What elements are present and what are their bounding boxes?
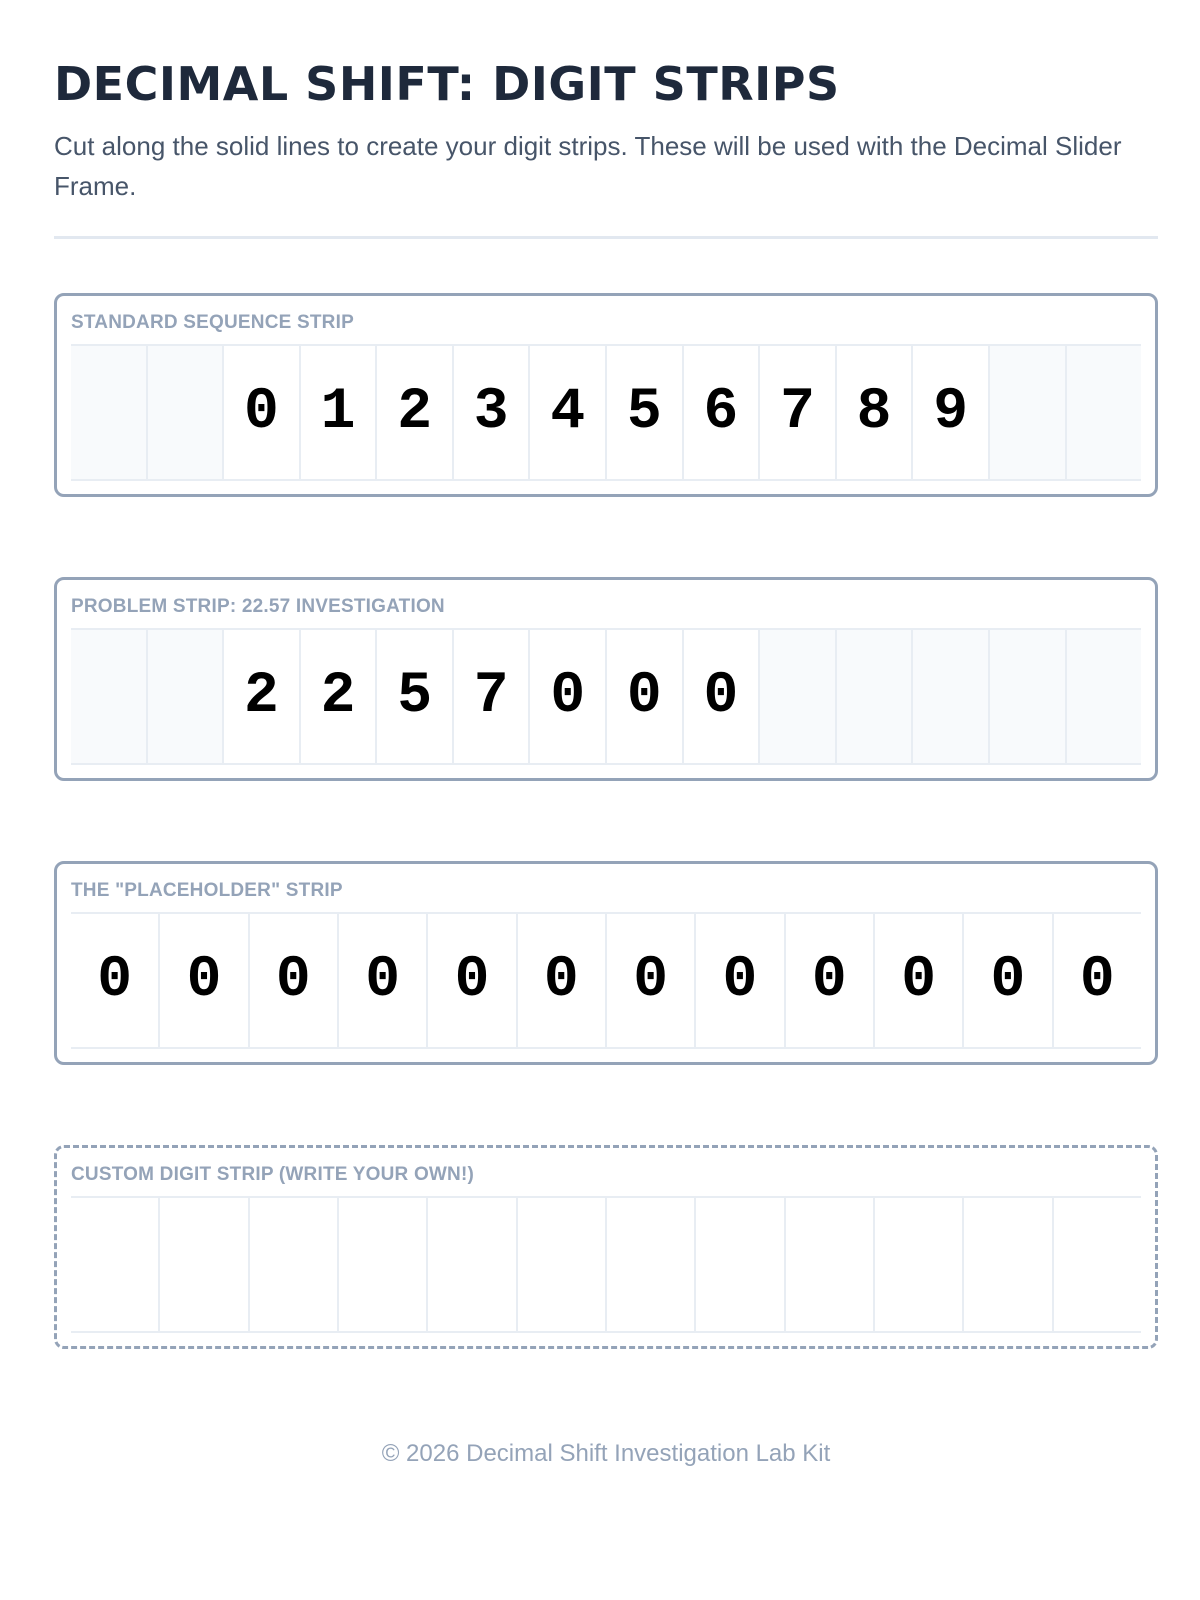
digit-cell: 2: [377, 346, 454, 479]
digit-cell: 0: [160, 914, 249, 1047]
strip-custom: [54, 1145, 1158, 1349]
empty-digit-cell: [990, 346, 1067, 479]
header-divider: [54, 236, 1158, 239]
strip-label: STANDARD SEQUENCE STRIP: [71, 312, 354, 333]
digit-cell: 0: [684, 630, 761, 763]
digit-cell: 0: [1079, 948, 1115, 1013]
page-instructions: Cut along the solid lines to create your digit strips. These will be used with the Decimal Slider Frame.: [54, 131, 1122, 201]
digit-cell: 0: [71, 914, 160, 1047]
empty-digit-cell: [148, 630, 225, 763]
digit-cell: 0: [428, 914, 517, 1047]
footer-copyright: © 2026 Decimal Shift Investigation Lab Kit: [381, 1440, 831, 1467]
empty-digit-cell: [786, 1198, 875, 1331]
digit-cells: [71, 628, 1141, 765]
empty-digit-cell: [964, 1198, 1053, 1331]
empty-digit-cell: [339, 1198, 428, 1331]
digit-cell: 2: [224, 630, 301, 763]
digit-cell: 8: [837, 346, 914, 479]
strip-label: PROBLEM STRIP: 22.57 INVESTIGATION: [71, 596, 445, 617]
digit-cell: 5: [607, 346, 684, 479]
empty-digit-cell: [913, 630, 990, 763]
digit-cells: [71, 912, 1141, 1049]
digit-cell: 0: [696, 914, 785, 1047]
digit-cell: 0: [607, 630, 684, 763]
digit-cell: 0: [224, 346, 301, 479]
digit-cell: 0: [786, 914, 875, 1047]
digit-cells: [71, 344, 1141, 481]
digit-cell: 4: [530, 346, 607, 479]
digit-cell: 2: [301, 630, 378, 763]
digit-cell: 0: [964, 914, 1053, 1047]
digit-cell: 0: [250, 914, 339, 1047]
digit-cell: 7: [454, 630, 531, 763]
digit-cell: 9: [913, 346, 990, 479]
empty-digit-cell: [1067, 346, 1142, 479]
empty-digit-cell: [160, 1198, 249, 1331]
empty-digit-cell: [428, 1198, 517, 1331]
digit-cell: 0: [339, 914, 428, 1047]
strip-label: THE "PLACEHOLDER" STRIP: [71, 880, 343, 901]
empty-digit-cell: [607, 1198, 696, 1331]
strip-problem: [54, 577, 1158, 781]
digit-cell: 0: [607, 914, 696, 1047]
digit-cell: 7: [760, 346, 837, 479]
digit-cell: 3: [454, 346, 531, 479]
empty-digit-cell: [250, 1198, 339, 1331]
strip-placeholder: [54, 861, 1158, 1065]
digit-cell: 0: [518, 914, 607, 1047]
empty-digit-cell: [518, 1198, 607, 1331]
empty-digit-cell: [148, 346, 225, 479]
empty-digit-cell: [1067, 630, 1142, 763]
digit-cells: [71, 1196, 1141, 1333]
strip-standard-sequence: [54, 293, 1158, 497]
empty-digit-cell: [1054, 1198, 1141, 1331]
empty-digit-cell: [990, 630, 1067, 763]
digit-cell: 0: [875, 914, 964, 1047]
empty-digit-cell: [696, 1198, 785, 1331]
empty-digit-cell: [71, 630, 148, 763]
digit-cell: 0: [530, 630, 607, 763]
strip-label: CUSTOM DIGIT STRIP (WRITE YOUR OWN!): [71, 1164, 475, 1185]
digit-cell: 5: [377, 630, 454, 763]
empty-digit-cell: [71, 1198, 160, 1331]
empty-digit-cell: [837, 630, 914, 763]
empty-digit-cell: [875, 1198, 964, 1331]
page-title: DECIMAL SHIFT: DIGIT STRIPS: [54, 57, 840, 111]
digit-cell: 6: [684, 346, 761, 479]
empty-digit-cell: [71, 346, 148, 479]
digit-cell: 1: [301, 346, 378, 479]
empty-digit-cell: [760, 630, 837, 763]
